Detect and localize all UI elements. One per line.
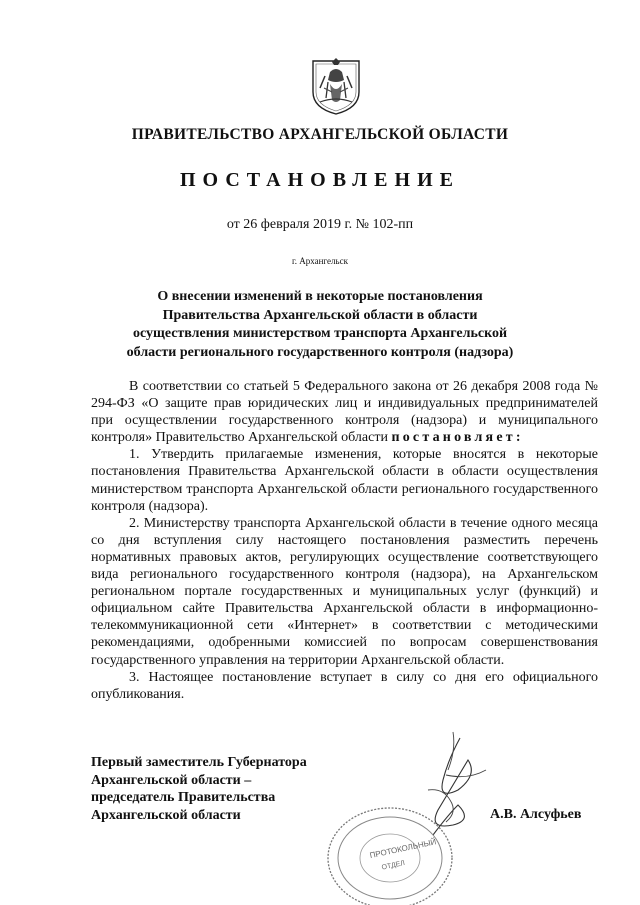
decree-word: постановляет (391, 430, 516, 446)
position-line: Архангельской области – (91, 772, 252, 788)
title-line: Правительства Архангельской области в области (162, 307, 478, 323)
title-line: области регионального государственного контроля (надзора) (126, 344, 514, 360)
document-city: г. Архангельск (292, 256, 348, 266)
signatory-name: А.В. Алсуфьев (490, 807, 582, 822)
intro-text: В соответствии со статьей 5 Федерального закона от 26 декабря 2008 года № 294-ФЗ «О защите прав юридических лиц и индивидуальных предпринимателей при осуществлении государственного контроля (надзора) и муниципального контроля» Правительство Архангельской области (91, 379, 598, 446)
paragraph-3: 3. Настоящее постановление вступает в силу со дня его официального опубликования. (91, 669, 598, 702)
intro-paragraph (91, 378, 598, 446)
paragraph-1: 1. Утвердить прилагаемые изменения, которые вносятся в некоторые постановления Правительства Архангельской области в области осуществления министерством транспорта Архангельской области регионального государственного контроля (надзора). (91, 447, 598, 514)
title-line: О внесении изменений в некоторые постановления (157, 289, 483, 304)
decree-colon: : (515, 430, 521, 446)
government-name: ПРАВИТЕЛЬСТВО АРХАНГЕЛЬСКОЙ ОБЛАСТИ (131, 126, 509, 143)
document-title (90, 288, 550, 362)
document-date-number: от 26 февраля 2019 г. № 102-пп (226, 217, 414, 232)
coat-of-arms-emblem (310, 58, 362, 116)
seal-text-1: ПРОТОКОЛЬНЫЙ (368, 837, 438, 861)
official-seal-stamp (322, 796, 457, 905)
position-line: Первый заместитель Губернатора (91, 755, 307, 770)
seal-text-2: ОТДЕЛ (381, 859, 406, 872)
position-line: председатель Правительства (91, 790, 276, 806)
document-type: ПОСТАНОВЛЕНИЕ (180, 169, 460, 191)
title-line: осуществления министерством транспорта Архангельской (132, 326, 508, 341)
document-body (91, 378, 598, 703)
paragraph-2: 2. Министерству транспорта Архангельской области в течение одного месяца со дня вступления силу настоящего постановления разместить перечень нормативных правовых актов, регулирующих осуществление соответствующего вида регионального государственного контроля (надзора), на Архангельском региональном портале государственных и муниципальных услуг (функций) и официальном сайте Правительства Архангельской области в информационно-телекоммуникационной сети «Интернет» в соответствии с методическими рекомендациями, одобренными комиссией по вопросам совершенствования государственного управления на территории Архангельской области. (91, 515, 598, 668)
position-line: Архангельской области (91, 807, 241, 823)
